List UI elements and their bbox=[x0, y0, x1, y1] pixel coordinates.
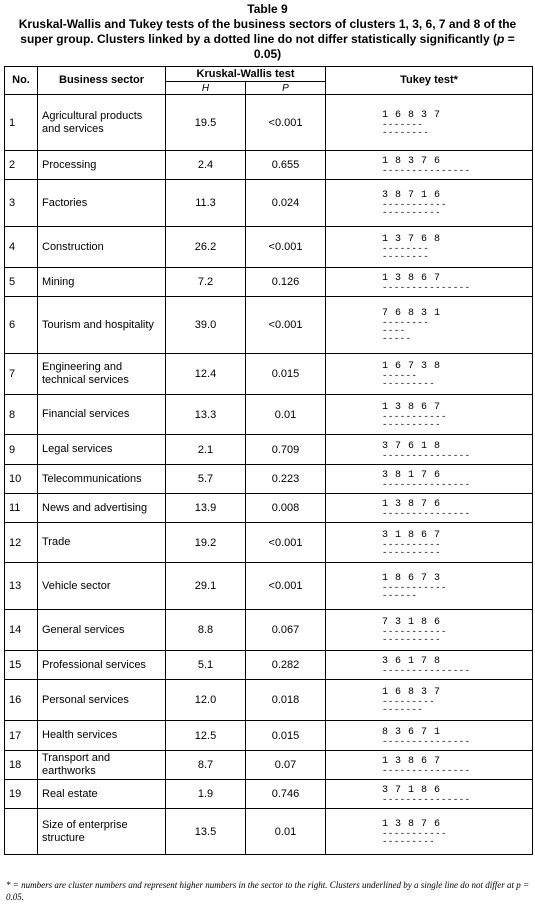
tukey-result bbox=[326, 610, 533, 651]
business-sector: Mining bbox=[38, 268, 166, 297]
cluster-order: 1 3 8 6 7 bbox=[382, 756, 441, 767]
non-significance-line: -------- bbox=[382, 318, 430, 328]
table-row bbox=[5, 227, 533, 268]
non-significance-line: ---------- bbox=[382, 208, 442, 218]
tukey-ordering bbox=[330, 572, 528, 600]
h-value: 8.7 bbox=[166, 751, 246, 780]
header-row bbox=[5, 67, 533, 82]
tukey-result bbox=[326, 680, 533, 721]
cluster-order: 3 1 8 6 7 bbox=[382, 529, 441, 541]
tukey-ordering bbox=[330, 401, 528, 429]
table-row bbox=[5, 680, 533, 721]
table-row bbox=[5, 610, 533, 651]
non-significance-line: ----- bbox=[382, 334, 412, 344]
tukey-ordering bbox=[330, 784, 528, 804]
non-significance-line: -------- bbox=[382, 244, 430, 254]
p-value: <0.001 bbox=[246, 563, 326, 610]
cluster-order: 3 7 6 1 8 bbox=[382, 440, 441, 452]
non-significance-line: ------ bbox=[382, 371, 418, 381]
business-sector: Financial services bbox=[38, 395, 166, 435]
h-value: 39.0 bbox=[166, 297, 246, 354]
tukey-ordering bbox=[330, 726, 528, 746]
tukey-result bbox=[326, 465, 533, 494]
p-value: <0.001 bbox=[246, 227, 326, 268]
row-number: 8 bbox=[5, 395, 38, 435]
h-value: 5.7 bbox=[166, 465, 246, 494]
tukey-result bbox=[326, 523, 533, 563]
h-value: 13.5 bbox=[166, 809, 246, 855]
h-value: 12.4 bbox=[166, 354, 246, 395]
row-number: 12 bbox=[5, 523, 38, 563]
row-number: 16 bbox=[5, 680, 38, 721]
h-value: 29.1 bbox=[166, 563, 246, 610]
table-row bbox=[5, 651, 533, 680]
tukey-result bbox=[326, 268, 533, 297]
tukey-ordering bbox=[330, 109, 528, 137]
tukey-ordering bbox=[330, 233, 528, 261]
non-significance-line: --------------- bbox=[382, 766, 471, 776]
tukey-ordering bbox=[330, 469, 528, 489]
table-row bbox=[5, 721, 533, 751]
h-value: 7.2 bbox=[166, 268, 246, 297]
non-significance-line: -------- bbox=[382, 252, 430, 262]
cluster-order: 1 8 3 7 6 bbox=[382, 156, 441, 167]
tukey-result bbox=[326, 751, 533, 780]
p-value: 0.015 bbox=[246, 721, 326, 751]
row-number bbox=[5, 809, 38, 855]
cluster-order: 1 6 8 3 7 bbox=[382, 109, 441, 121]
header-sector: Business sector bbox=[38, 67, 166, 95]
tukey-result bbox=[326, 354, 533, 395]
business-sector: Professional services bbox=[38, 651, 166, 680]
cluster-order: 7 6 8 3 1 bbox=[382, 308, 441, 319]
tukey-result bbox=[326, 435, 533, 465]
table-row bbox=[5, 780, 533, 809]
tukey-result bbox=[326, 780, 533, 809]
cluster-order: 3 8 7 1 6 bbox=[382, 190, 441, 201]
business-sector: Vehicle sector bbox=[38, 563, 166, 610]
business-sector: Trade bbox=[38, 523, 166, 563]
row-number: 17 bbox=[5, 721, 38, 751]
h-value: 2.1 bbox=[166, 435, 246, 465]
cluster-order: 3 6 1 7 8 bbox=[382, 656, 441, 667]
p-value: 0.015 bbox=[246, 354, 326, 395]
row-number: 11 bbox=[5, 494, 38, 523]
p-value: 0.709 bbox=[246, 435, 326, 465]
footnote: * = numbers are cluster numbers and represent higher numbers in the sector to the right. Clusters underlined by a single line do not differ at p = 0.05. bbox=[6, 880, 530, 902]
tukey-result bbox=[326, 297, 533, 354]
table-row bbox=[5, 563, 533, 610]
non-significance-line: -------- bbox=[382, 127, 430, 138]
non-significance-line: ---------- bbox=[382, 539, 442, 550]
non-significance-line: --------------- bbox=[382, 450, 471, 461]
table-row bbox=[5, 751, 533, 780]
tukey-ordering bbox=[330, 616, 528, 644]
h-value: 11.3 bbox=[166, 180, 246, 227]
cluster-order: 3 8 1 7 6 bbox=[382, 470, 441, 481]
cluster-order: 1 6 7 3 8 bbox=[382, 361, 441, 372]
p-value: 0.024 bbox=[246, 180, 326, 227]
non-significance-line: ------- bbox=[382, 705, 424, 715]
non-significance-line: ---------- bbox=[382, 419, 442, 430]
non-significance-line: ------ bbox=[382, 591, 418, 601]
table-row bbox=[5, 465, 533, 494]
row-number: 18 bbox=[5, 751, 38, 780]
header-kruskal-wallis: Kruskal-Wallis test bbox=[166, 67, 326, 82]
tukey-result bbox=[326, 151, 533, 180]
non-significance-line: ------- bbox=[382, 119, 424, 130]
tukey-ordering bbox=[330, 655, 528, 675]
non-significance-line: --------------- bbox=[382, 283, 471, 293]
business-sector: Real estate bbox=[38, 780, 166, 809]
p-value: <0.001 bbox=[246, 297, 326, 354]
non-significance-line: ---- bbox=[382, 326, 406, 336]
tukey-ordering bbox=[330, 529, 528, 557]
row-number: 14 bbox=[5, 610, 38, 651]
table-row bbox=[5, 297, 533, 354]
table-row bbox=[5, 268, 533, 297]
business-sector: Construction bbox=[38, 227, 166, 268]
row-number: 15 bbox=[5, 651, 38, 680]
row-number: 10 bbox=[5, 465, 38, 494]
row-number: 4 bbox=[5, 227, 38, 268]
h-value: 13.9 bbox=[166, 494, 246, 523]
row-number: 19 bbox=[5, 780, 38, 809]
tukey-ordering bbox=[330, 360, 528, 388]
caption-p-symbol: p bbox=[497, 32, 505, 46]
row-number: 1 bbox=[5, 95, 38, 151]
non-significance-line: --------------- bbox=[382, 166, 471, 176]
header-p: P bbox=[246, 82, 326, 95]
business-sector: General services bbox=[38, 610, 166, 651]
h-value: 5.1 bbox=[166, 651, 246, 680]
p-value: 0.018 bbox=[246, 680, 326, 721]
cluster-order: 1 8 6 7 3 bbox=[382, 573, 441, 584]
header-tukey: Tukey test* bbox=[326, 67, 533, 95]
p-value: 0.01 bbox=[246, 809, 326, 855]
h-value: 8.8 bbox=[166, 610, 246, 651]
table-row bbox=[5, 523, 533, 563]
h-value: 2.4 bbox=[166, 151, 246, 180]
tukey-ordering bbox=[330, 498, 528, 518]
business-sector: Tourism and hospitality bbox=[38, 297, 166, 354]
business-sector: Legal services bbox=[38, 435, 166, 465]
non-significance-line: --------------- bbox=[382, 736, 471, 747]
table-body bbox=[5, 95, 533, 855]
non-significance-line: --------------- bbox=[382, 509, 471, 519]
table-row bbox=[5, 180, 533, 227]
tukey-ordering bbox=[330, 686, 528, 714]
row-number: 2 bbox=[5, 151, 38, 180]
p-value: 0.655 bbox=[246, 151, 326, 180]
row-number: 3 bbox=[5, 180, 38, 227]
cluster-order: 1 3 8 6 7 bbox=[382, 401, 441, 413]
non-significance-line: ----------- bbox=[382, 200, 447, 210]
table-row bbox=[5, 95, 533, 151]
table-row bbox=[5, 435, 533, 465]
p-value: 0.282 bbox=[246, 651, 326, 680]
h-value: 19.2 bbox=[166, 523, 246, 563]
business-sector: Health services bbox=[38, 721, 166, 751]
h-value: 12.5 bbox=[166, 721, 246, 751]
tukey-result bbox=[326, 494, 533, 523]
row-number: 13 bbox=[5, 563, 38, 610]
cluster-order: 3 7 1 8 6 bbox=[382, 785, 441, 796]
cluster-order: 1 3 8 7 6 bbox=[382, 499, 441, 510]
tukey-result bbox=[326, 95, 533, 151]
business-sector: Size of enterprise structure bbox=[38, 809, 166, 855]
tukey-result bbox=[326, 809, 533, 855]
cluster-order: 1 3 8 6 7 bbox=[382, 273, 441, 284]
non-significance-line: --------------- bbox=[382, 795, 471, 805]
cluster-order: 7 3 1 8 6 bbox=[382, 617, 441, 628]
business-sector: Agricultural products and services bbox=[38, 95, 166, 151]
business-sector: News and advertising bbox=[38, 494, 166, 523]
table-row bbox=[5, 494, 533, 523]
tukey-result bbox=[326, 651, 533, 680]
cluster-order: 8 3 6 7 1 bbox=[382, 726, 441, 738]
non-significance-line: --------- bbox=[382, 836, 436, 847]
h-value: 1.9 bbox=[166, 780, 246, 809]
table-caption bbox=[0, 2, 535, 62]
tukey-ordering bbox=[330, 272, 528, 292]
business-sector: Telecommunications bbox=[38, 465, 166, 494]
cluster-order: 1 3 7 6 8 bbox=[382, 234, 441, 245]
tukey-result bbox=[326, 395, 533, 435]
p-value: 0.746 bbox=[246, 780, 326, 809]
business-sector: Transport and earthworks bbox=[38, 751, 166, 780]
h-value: 26.2 bbox=[166, 227, 246, 268]
table-label: Table 9 bbox=[247, 2, 288, 16]
caption-part-2: = 0.05) bbox=[253, 32, 515, 61]
p-value: <0.001 bbox=[246, 95, 326, 151]
table-row bbox=[5, 809, 533, 855]
tukey-ordering bbox=[330, 307, 528, 343]
h-value: 19.5 bbox=[166, 95, 246, 151]
non-significance-line: ----------- bbox=[382, 583, 447, 593]
table-row bbox=[5, 151, 533, 180]
tukey-ordering bbox=[330, 755, 528, 775]
non-significance-line: ----------- bbox=[382, 411, 447, 422]
tukey-ordering bbox=[330, 440, 528, 460]
business-sector: Factories bbox=[38, 180, 166, 227]
p-value: 0.01 bbox=[246, 395, 326, 435]
p-value: 0.126 bbox=[246, 268, 326, 297]
results-table bbox=[4, 66, 533, 855]
h-value: 12.0 bbox=[166, 680, 246, 721]
table-caption-text bbox=[0, 17, 535, 62]
non-significance-line: ----------- bbox=[382, 828, 447, 839]
tukey-ordering bbox=[330, 818, 528, 846]
p-value: 0.067 bbox=[246, 610, 326, 651]
tukey-ordering bbox=[330, 189, 528, 217]
tukey-result bbox=[326, 227, 533, 268]
p-value: 0.223 bbox=[246, 465, 326, 494]
tukey-result bbox=[326, 180, 533, 227]
header-h: H bbox=[166, 82, 246, 95]
non-significance-line: --------------- bbox=[382, 480, 471, 490]
tukey-result bbox=[326, 721, 533, 751]
non-significance-line: ---------- bbox=[382, 547, 442, 558]
row-number: 5 bbox=[5, 268, 38, 297]
header-no: No. bbox=[5, 67, 38, 95]
table-row bbox=[5, 395, 533, 435]
tukey-ordering bbox=[330, 155, 528, 175]
tukey-result bbox=[326, 563, 533, 610]
non-significance-line: --------- bbox=[382, 379, 436, 389]
row-number: 9 bbox=[5, 435, 38, 465]
non-significance-line: --------------- bbox=[382, 666, 471, 676]
row-number: 6 bbox=[5, 297, 38, 354]
cluster-order: 1 3 8 7 6 bbox=[382, 818, 441, 830]
h-value: 13.3 bbox=[166, 395, 246, 435]
business-sector: Personal services bbox=[38, 680, 166, 721]
non-significance-line: ----------- bbox=[382, 627, 447, 637]
non-significance-line: ---------- bbox=[382, 635, 442, 645]
caption-part-1: Kruskal-Wallis and Tukey tests of the business sectors of clusters 1, 3, 6, 7 and 8 of the super group. Clusters linked by a dotted line do not differ statistically significantly ( bbox=[18, 17, 517, 46]
p-value: 0.07 bbox=[246, 751, 326, 780]
business-sector: Engineering and technical services bbox=[38, 354, 166, 395]
p-value: <0.001 bbox=[246, 523, 326, 563]
cluster-order: 1 6 8 3 7 bbox=[382, 687, 441, 698]
p-value: 0.008 bbox=[246, 494, 326, 523]
row-number: 7 bbox=[5, 354, 38, 395]
table-row bbox=[5, 354, 533, 395]
business-sector: Processing bbox=[38, 151, 166, 180]
non-significance-line: --------- bbox=[382, 697, 436, 707]
